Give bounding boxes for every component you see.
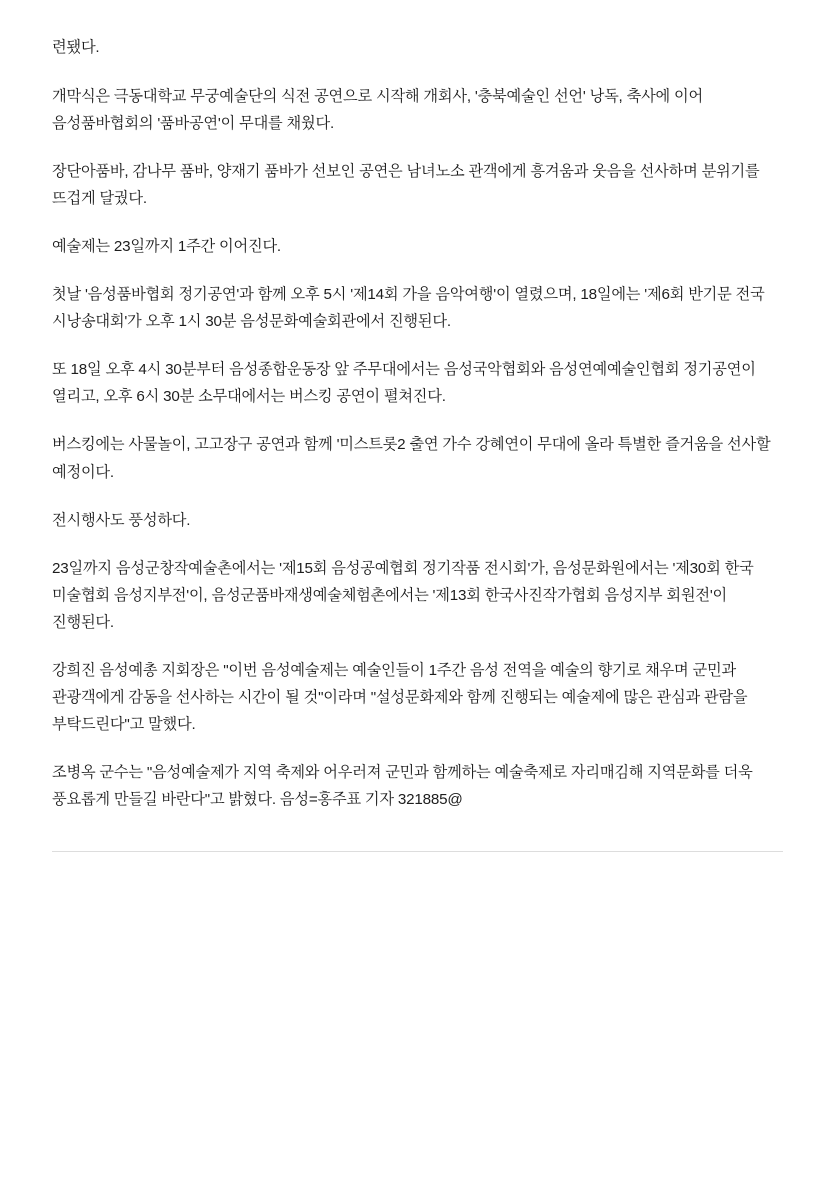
paragraph-2: 개막식은 극동대학교 무궁예술단의 식전 공연으로 시작해 개회사, '충북예술인 선언' 낭독, 축사에 이어 음성품바협회의 '품바공연'이 무대를 채웠다. <box>52 88 703 133</box>
paragraph-9: 23일까지 음성군창작예술촌에서는 '제15회 음성공예협회 정기작품 전시회'가, 음성문화원에서는 '제30회 한국 미술협회 음성지부전'이, 음성군품바재생예술체험촌에서는 '제13회 한국사진작가협회 음성지부 회원전'이 진행된다. <box>52 559 754 631</box>
paragraph-3: 장단아품바, 감나무 품바, 양재기 품바가 선보인 공연은 남녀노소 관객에게 흥겨움과 웃음을 선사하며 분위기를 뜨겁게 달궜다. <box>52 163 760 208</box>
paragraph-8: 전시행사도 풍성하다. <box>52 511 191 529</box>
paragraph-4: 예술제는 23일까지 1주간 이어진다. <box>52 238 281 256</box>
paragraph-10: 강희진 음성예총 지회장은 "이번 음성예술제는 예술인들이 1주간 음성 전역을 예술의 향기로 채우며 군민과 관광객에게 감동을 선사하는 시간이 될 것"이라며 "설성문화제와 함께 진행되는 예술제에 많은 관심과 관람을 부탁드린다"고 말했다. <box>52 661 748 733</box>
paragraph-5: 첫날 '음성품바협회 정기공연'과 함께 오후 5시 '제14회 가을 음악여행'이 열렸으며, 18일에는 '제6회 반기문 전국 시낭송대회'가 오후 1시 30분 음성문화예술회관에서 진행된다. <box>52 286 765 331</box>
article-body <box>52 34 783 813</box>
paragraph-11: 조병옥 군수는 "음성예술제가 지역 축제와 어우러져 군민과 함께하는 예술축제로 자리매김해 지역문화를 더욱 풍요롭게 만들길 바란다"고 밝혔다. 음성=홍주표 기자 321885@ <box>52 763 753 808</box>
page-bottom-whitespace <box>52 852 783 1092</box>
paragraph-1: 련됐다. <box>52 39 100 56</box>
paragraph-6: 또 18일 오후 4시 30분부터 음성종합운동장 앞 주무대에서는 음성국악협회와 음성연예예술인협회 정기공연이 열리고, 오후 6시 30분 소무대에서는 버스킹 공연이 펼쳐진다. <box>52 361 756 406</box>
paragraph-7: 버스킹에는 사물놀이, 고고장구 공연과 함께 '미스트롯2 출연 가수 강혜연이 무대에 올라 특별한 즐거움을 선사할 예정이다. <box>52 436 771 481</box>
